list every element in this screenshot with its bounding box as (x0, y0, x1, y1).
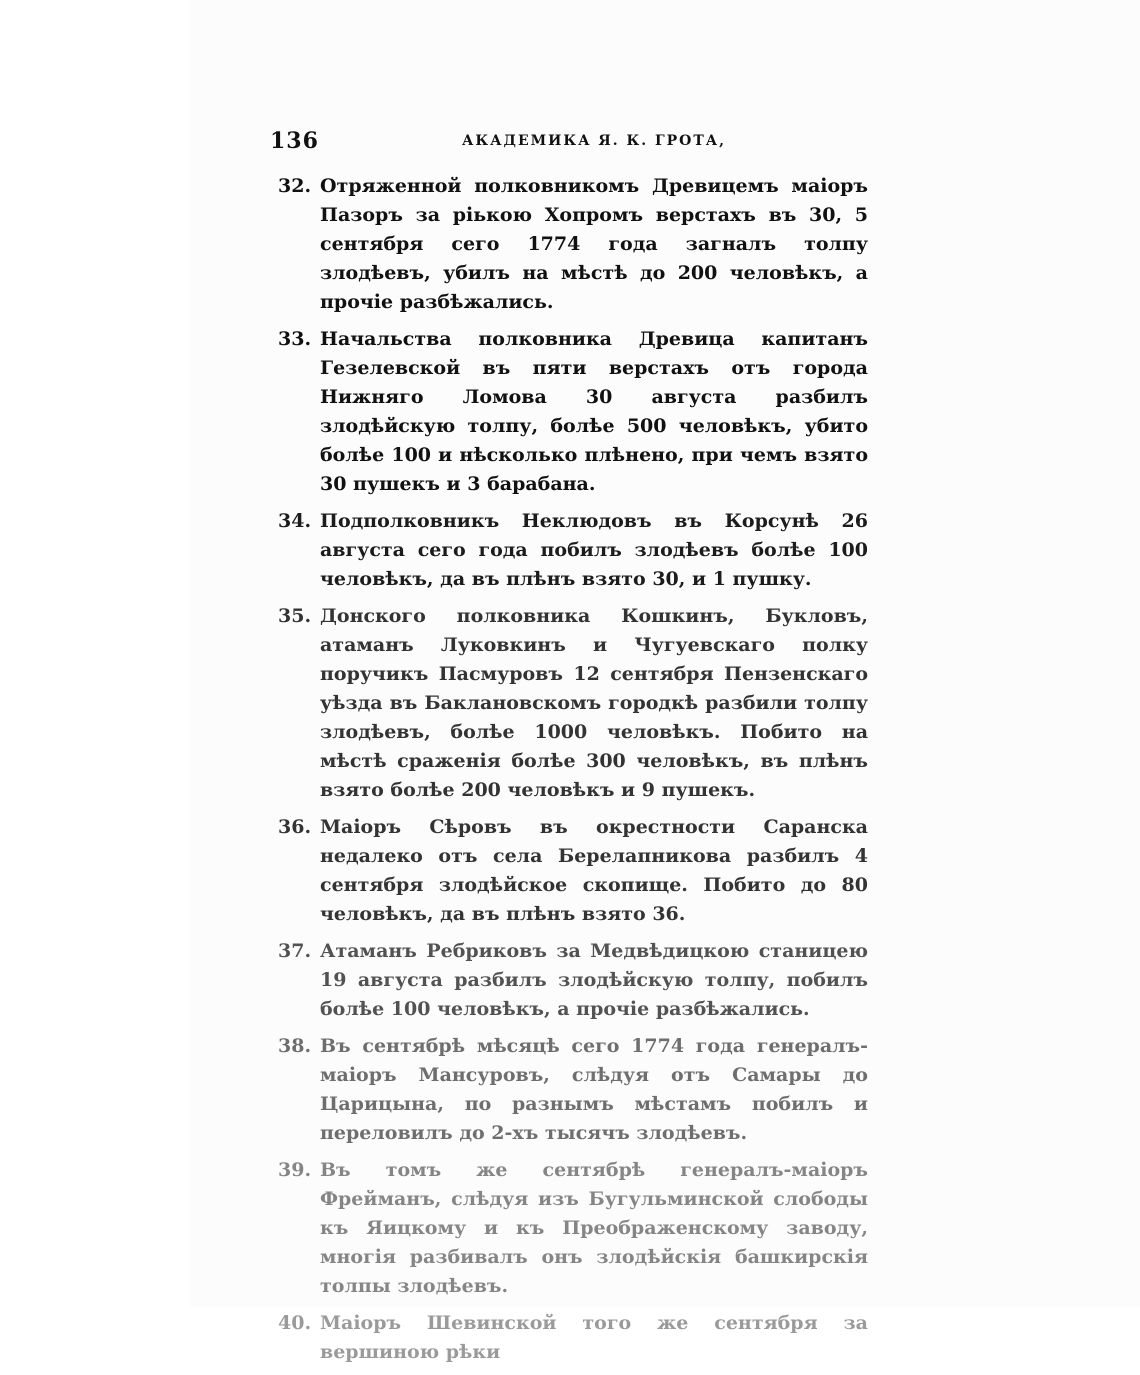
entry-text: Въ сентябрѣ мѣсяцѣ сего 1774 года генералъ-маіоръ Мансуровъ, слѣдуя отъ Самары до Царицына, по разнымъ мѣстамъ побилъ и переловилъ до 2-хъ тысячъ злодѣевъ. (320, 1035, 868, 1144)
entry-text: Атаманъ Ребриковъ за Медвѣдицкою станицею 19 августа разбилъ злодѣйскую толпу, побилъ болѣе 100 человѣкъ, а прочіе разбѣжались. (320, 940, 868, 1020)
list-item (278, 172, 868, 317)
running-head: АКАДЕМИКА Я. К. ГРОТА, (462, 133, 727, 149)
entry-number: 36. (278, 816, 312, 838)
list-item (278, 937, 868, 1024)
list-item (278, 1032, 868, 1148)
list-item (278, 507, 868, 594)
list-item (278, 1309, 868, 1367)
page-number: 136 (270, 128, 319, 154)
list-item (278, 602, 868, 805)
entry-text: Отряженной полковникомъ Древицемъ маіоръ Пазоръ за ріькою Хопромъ верстахъ въ 30, 5 сентября сего 1774 года загналъ толпу злодѣевъ, убилъ на мѣстѣ до 200 человѣкъ, а прочіе разбѣжались. (320, 175, 868, 313)
entry-number: 37. (278, 940, 312, 962)
entry-list (278, 172, 868, 1375)
entry-number: 32. (278, 175, 312, 197)
entry-text: Начальства полковника Древица капитанъ Гезелевской въ пяти верстахъ отъ города Нижняго Ломова 30 августа разбилъ злодѣйскую толпу, болѣе 500 человѣкъ, убито болѣе 100 и нѣсколько плѣнено, при чемъ взято 30 пушекъ и 3 барабана. (320, 328, 868, 495)
entry-number: 33. (278, 328, 312, 350)
entry-text: Въ томъ же сентябрѣ генералъ-маіоръ Фрейманъ, слѣдуя изъ Бугульминской слободы къ Яицкому и къ Преображенскому заводу, многія разбивалъ онъ злодѣйскія башкирскія толпы злодѣевъ. (320, 1159, 868, 1297)
list-item (278, 813, 868, 929)
entry-number: 34. (278, 510, 312, 532)
entry-number: 39. (278, 1159, 312, 1181)
entry-number: 38. (278, 1035, 312, 1057)
entry-text: Маіоръ Шевинской того же сентября за вершиною рѣки (320, 1312, 868, 1363)
entry-text: Донского полковника Кошкинъ, Букловъ, атаманъ Луковкинъ и Чугуевскаго полку поручикъ Пасмуровъ 12 сентября Пензенскаго уѣзда въ Баклановскомъ городкѣ разбили толпу злодѣевъ, болѣе 1000 человѣкъ. Побито на мѣстѣ сраженія болѣе 300 человѣкъ, въ плѣнъ взято болѣе 200 человѣкъ и 9 пушекъ. (320, 605, 868, 801)
entry-text: Подполковникъ Неклюдовъ въ Корсунѣ 26 августа сего года побилъ злодѣевъ болѣе 100 человѣкъ, да въ плѣнъ взято 30, и 1 пушку. (320, 510, 868, 590)
entry-number: 35. (278, 605, 312, 627)
entry-number: 40. (278, 1312, 312, 1334)
entry-text: Маіоръ Сѣровъ въ окрестности Саранска недалеко отъ села Берелапникова разбилъ 4 сентября злодѣйское скопище. Побито до 80 человѣкъ, да въ плѣнъ взято 36. (320, 816, 868, 925)
list-item (278, 325, 868, 499)
list-item (278, 1156, 868, 1301)
